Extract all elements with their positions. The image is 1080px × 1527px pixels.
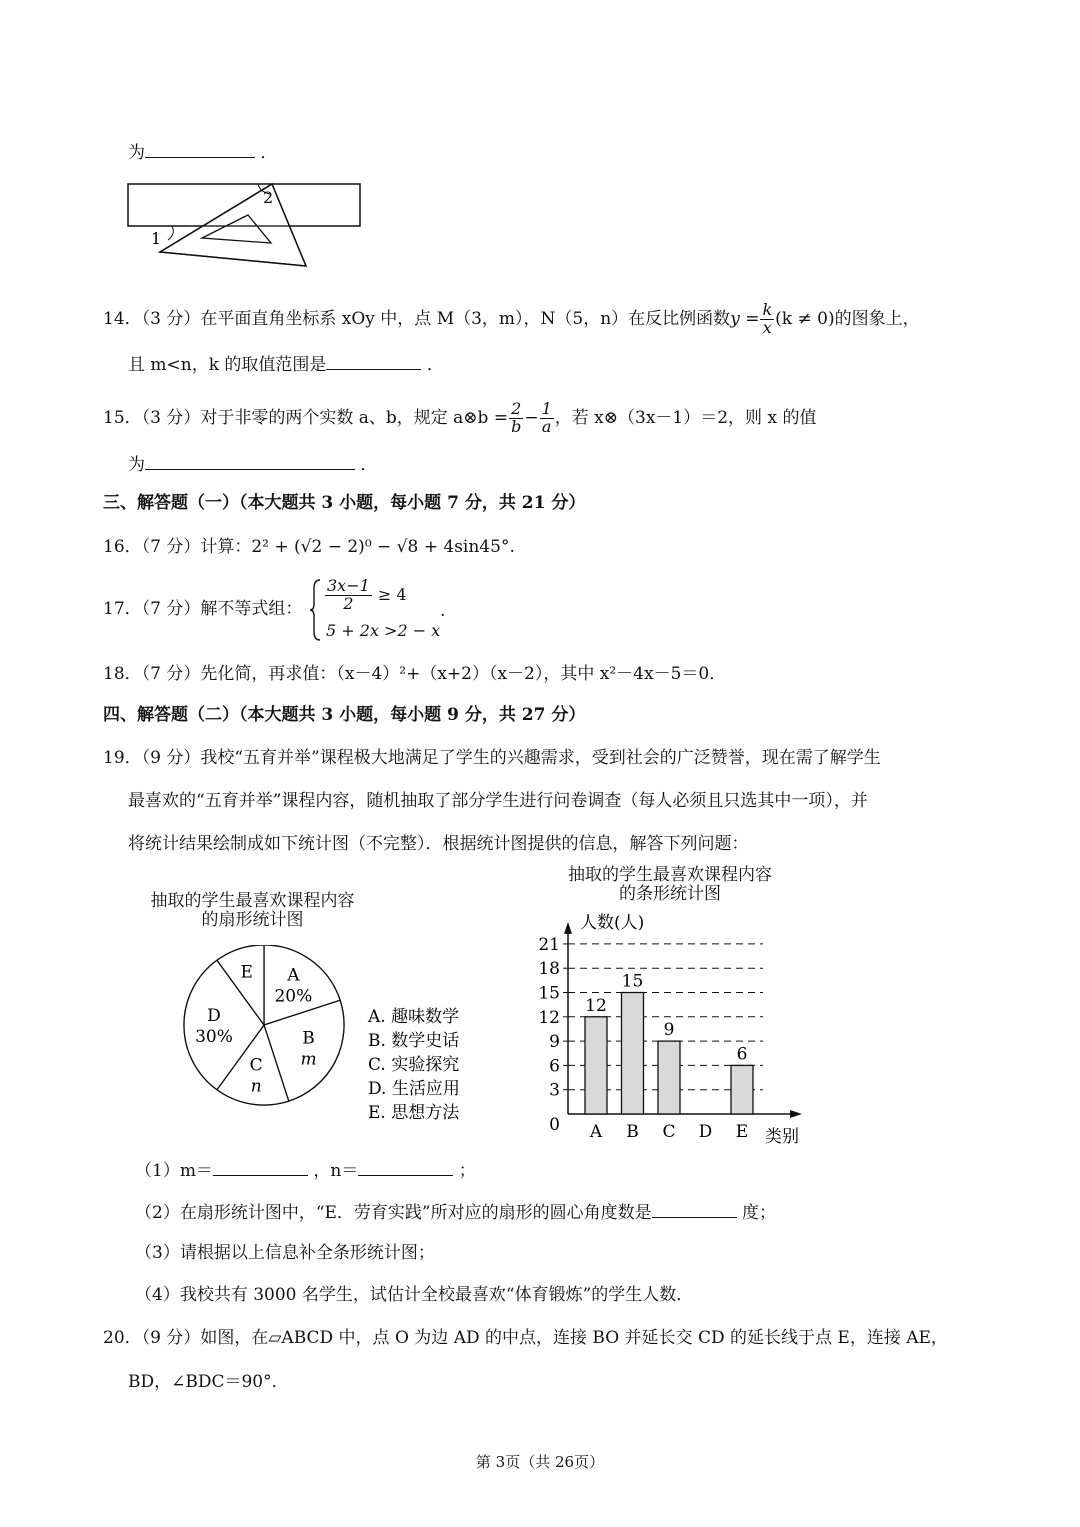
pie-value-A: 20% [274,986,313,1007]
q17-ineq2: 5 + 2x >2 − x [326,621,441,640]
pie-title: 抽取的学生最喜欢课程内容 [150,891,355,911]
q15-frac2 [540,401,554,436]
q13-end: ． [260,143,278,163]
q19-sub1-a: （1）m＝ [135,1161,213,1181]
bar-A [585,1017,607,1114]
bar-C [658,1041,680,1114]
x-tick-label-A: A [589,1122,603,1142]
q15-line1 [103,401,816,436]
pie-label-C: C [249,1055,263,1076]
y-tick-label: 0 [549,1115,560,1135]
x-tick-label-D: D [698,1122,713,1142]
q14-line2 [128,355,444,374]
q15-line2 [128,455,377,474]
q14-text-a: 14．（3 分）在平面直角坐标系 xOy 中，点 M（3，m），N（5，n）在反比例函数 [103,308,731,329]
q15-f2-num: 1 [541,399,552,418]
q19-line3: 将统计结果绘制成如下统计图（不完整）．根据统计图提供的信息，解答下列问题： [128,834,749,854]
bar-E [731,1065,753,1114]
pie-subtitle: 的扇形统计图 [201,909,304,930]
x-axis-arrow [790,1110,802,1118]
bar-data-label-E: 6 [736,1044,748,1065]
q14-fraction [760,302,774,337]
q17-frac-den: 2 [343,593,354,613]
angle1-arc [168,226,173,240]
pie-value-D: 30% [195,1027,233,1047]
pie-value-C: n [250,1076,262,1097]
pie-legend-item: E. 思想方法 [368,1103,460,1123]
q17-system [310,578,460,642]
q19-sub3: （3）请根据以上信息补全条形统计图； [135,1243,435,1263]
q20-line2: BD，∠BDC＝90°． [128,1372,289,1392]
q15-text-a: 15．（3 分）对于非零的两个实数 a、b，规定 a⊗b = [103,407,509,428]
y-tick-label: 9 [549,1032,560,1053]
q15-blank[interactable] [145,455,355,470]
angle-blank[interactable] [652,1203,737,1218]
y-tick-label: 21 [538,934,560,955]
q18-text: 18．（7 分）先化简，再求值：（x－4）²+（x+2）（x－2），其中 x²－4x－5＝0． [103,664,727,684]
x-tick-label-C: C [662,1122,676,1142]
q20-line1: 20．（9 分）如图，在▱ABCD 中，点 O 为边 AD 的中点，连接 BO 并延长交 CD 的延长线于点 E，连接 AE， [103,1328,948,1348]
page-footer: 第 3页（共 26页） [475,1453,605,1471]
q17-ineq1-rhs: ≥ 4 [377,584,407,604]
q14-func-y: y = [730,308,760,329]
pie-value-B: m [300,1049,317,1070]
bar-chart-title [520,866,820,903]
pie-label-B: B [302,1028,315,1049]
q14-text-b: (k ≠ 0)的图象上， [775,308,920,329]
pie-chart [160,945,500,1135]
q17-ineq1 [324,578,407,613]
y-tick-label: 12 [538,1007,560,1028]
q19-line1: 19．（9 分）我校“五育并举”课程极大地满足了学生的兴趣需求，受到社会的广泛赞誉，现在需了解学生 [103,748,881,768]
q19-line2: 最喜欢的“五育并举”课程内容，随机抽取了部分学生进行问卷调查（每人必须且只选其中一项），并 [128,791,868,811]
pie-legend-item: C. 实验探究 [368,1055,460,1075]
q15-f1-num: 2 [509,401,523,419]
bar-data-label-B: 15 [621,971,644,992]
q19-sub1-b: ，n＝ [313,1161,359,1181]
y-axis-label: 人数(人) [580,912,645,933]
q15-line2-text: 为 [128,455,145,475]
q15-text-b: ，若 x⊗（3x－1）＝2，则 x 的值 [554,407,817,428]
q13-blank[interactable] [145,143,255,158]
brace-icon [310,578,322,642]
section4-heading: 四、解答题（二）（本大题共 3 小题，每小题 9 分，共 27 分） [103,705,586,725]
q19-sub2-a: （2）在扇形统计图中，“E．劳育实践”所对应的扇形的圆心角度数是 [135,1203,652,1223]
x-axis-label: 类别 [765,1127,799,1147]
q15-frac1 [509,401,523,436]
q19-sub2-b: 度； [742,1203,777,1223]
q16-text: 16．（7 分）计算：2² + (√2 − 2)⁰ − √8 + 4sin45°. [103,537,515,557]
q13-lead: 为 [128,143,145,163]
q19-sub1-c: ； [458,1161,476,1181]
bar-B [622,993,644,1115]
pie-label-E: E [240,962,253,983]
q15-minus: − [524,407,539,428]
bar-title: 抽取的学生最喜欢课程内容 [568,865,772,885]
pie-legend-item: B. 数学史话 [368,1031,460,1051]
section3-heading: 三、解答题（一）（本大题共 3 小题，每小题 7 分，共 21 分） [103,493,586,513]
q19-sub4: （4）我校共有 3000 名学生，试估计全校最喜欢“体育锻炼”的学生人数． [135,1285,694,1305]
pie-legend-item: A. 趣味数学 [368,1007,460,1027]
q17-frac [325,578,372,613]
y-tick-label: 3 [549,1080,560,1101]
q15-end: ． [360,455,378,475]
pie-chart-title [120,892,385,929]
q19-sub2 [135,1203,776,1222]
m-blank[interactable] [213,1161,308,1176]
q15-f1-den: b [511,416,522,436]
angle1-label: 1 [151,229,162,248]
q14-blank[interactable] [326,355,421,370]
q15-f2-den: a [541,416,552,436]
ruler-triangle-figure [120,178,370,278]
bar-data-label-A: 12 [585,995,607,1016]
bar-chart [525,905,825,1150]
pie-label-A: A [287,965,300,986]
y-tick-label: 15 [538,983,560,1004]
q14-frac-num: k [762,300,773,319]
q17-end: . [440,601,446,621]
q17-lead: 17．（7 分）解不等式组： [103,599,303,619]
n-blank[interactable] [358,1161,453,1176]
q19-sub1 [135,1161,476,1180]
y-tick-label: 6 [549,1056,560,1077]
y-tick-label: 18 [538,959,560,980]
q14-frac-den: x [762,317,772,337]
x-tick-label-E: E [735,1122,749,1142]
q14-line1 [103,302,920,337]
x-tick-label-B: B [626,1122,639,1142]
pie-label-D: D [207,1006,221,1026]
q13-answer-line [128,143,277,162]
bar-data-label-C: 9 [663,1020,675,1041]
q17-frac-num: 3x−1 [327,576,370,595]
q14-line2-text: 且 m<n，k 的取值范围是 [128,355,327,375]
bar-subtitle: 的条形统计图 [619,883,721,904]
q14-end: ． [426,355,444,375]
y-axis-arrow [564,922,572,934]
angle2-label: 2 [263,188,274,207]
pie-legend-item: D. 生活应用 [368,1079,460,1099]
